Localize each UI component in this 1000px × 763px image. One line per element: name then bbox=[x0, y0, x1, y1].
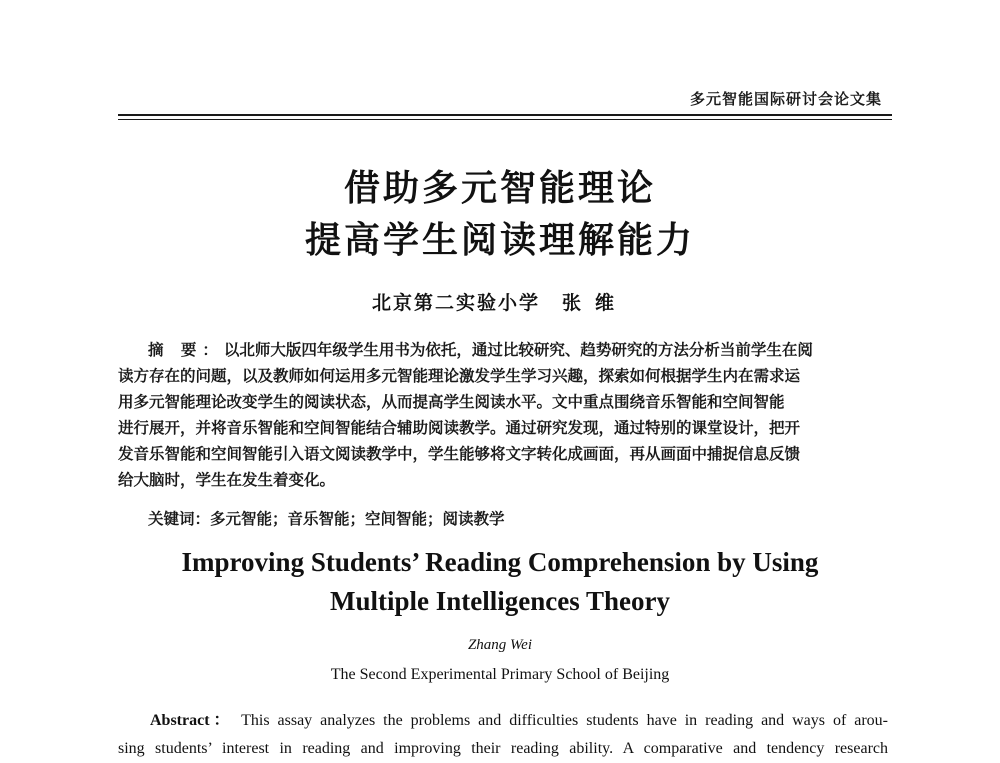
cn-abstract-line: 给大脑时，学生在发生着变化。 bbox=[118, 470, 336, 489]
cn-title-line-2: 提高学生阅读理解能力 bbox=[304, 220, 695, 261]
cn-title-line-1: 借助多元智能理论 bbox=[343, 168, 656, 209]
en-abstract bbox=[118, 707, 888, 763]
cn-affiliation: 北京第二实验小学 bbox=[371, 292, 540, 314]
running-head: 多元智能国际研讨会论文集 bbox=[689, 90, 882, 108]
cn-abstract-line: 用多元智能理论改变学生的阅读状态，从而提高学生阅读水平。文中重点围绕音乐智能和空间智能 bbox=[118, 392, 785, 411]
cn-author-name: 张维 bbox=[562, 292, 629, 314]
cn-byline bbox=[0, 288, 1000, 315]
en-title-line-1: Improving Students’ Reading Comprehension by Using bbox=[181, 547, 819, 577]
cn-abstract-line: 摘 要：以北师大版四年级学生用书为依托，通过比较研究、趋势研究的方法分析当前学生在阅 bbox=[148, 340, 813, 359]
cn-abstract-line: 发音乐智能和空间智能引入语文阅读教学中，学生能够将文字转化成画面，再从画面中捕捉信息反馈 bbox=[118, 444, 801, 463]
cn-abstract-line: 读方存在的问题，以及教师如何运用多元智能理论激发学生学习兴趣，探索如何根据学生内在需求运 bbox=[118, 366, 801, 385]
en-author-name: Zhang Wei bbox=[467, 637, 533, 653]
cn-keywords bbox=[148, 507, 505, 529]
header-rule-thin bbox=[118, 119, 892, 120]
en-abstract-line: sing students’ interest in reading and improving their reading ability. A comparative and tendency research bbox=[118, 740, 888, 757]
cn-abstract-label: 摘 要： bbox=[148, 341, 224, 359]
en-abstract-label: Abstract： bbox=[150, 712, 234, 729]
en-affiliation: The Second Experimental Primary School of Beijing bbox=[330, 666, 670, 683]
cn-keywords-label: 关键词： bbox=[148, 510, 211, 528]
cn-keywords-text: 多元智能；音乐智能；空间智能；阅读教学 bbox=[210, 509, 505, 528]
en-abstract-line: Abstract： This assay analyzes the problems and difficulties students have in reading and ways of arou- bbox=[150, 712, 888, 729]
en-title-line-2: Multiple Intelligences Theory bbox=[330, 586, 670, 616]
cn-abstract bbox=[118, 337, 888, 493]
cn-abstract-line: 进行展开，并将音乐智能和空间智能结合辅助阅读教学。通过研究发现，通过特别的课堂设计，把开 bbox=[118, 418, 801, 437]
header-rule-thick bbox=[118, 114, 892, 116]
